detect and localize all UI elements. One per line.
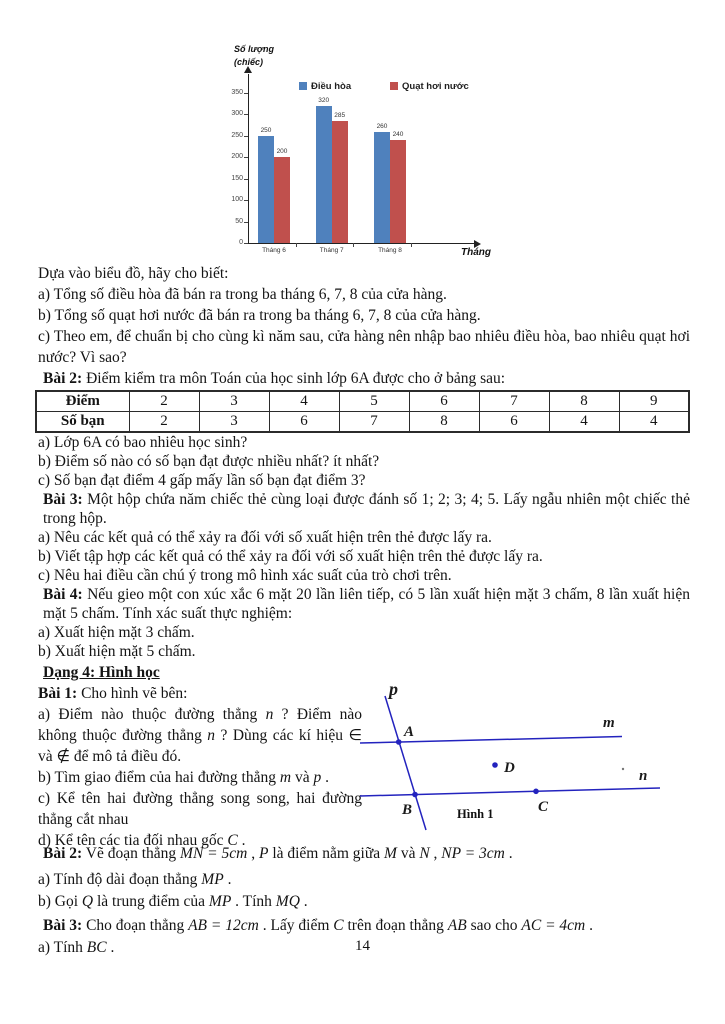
bai2-geo-question-a: a) Tính độ dài đoạn thẳng MP . [38, 871, 232, 888]
table-cell: 5 [339, 391, 409, 412]
bai3-prob-heading [38, 490, 690, 528]
x-tick-mark [296, 243, 297, 247]
bai1-question-b: b) Tìm giao điểm của hai đường thẳng m và p . [38, 769, 329, 786]
label-B: B [402, 802, 413, 818]
bai1-question-a: a) Điểm nào thuộc đường thẳng n ? Điểm nào không thuộc đường thẳng n ? Dùng các kí hiệu ∈ và ∉ để mô tả điều đó. [38, 706, 362, 765]
x-axis-line [248, 243, 475, 244]
y-axis-title-line1: Số lượng [234, 44, 274, 54]
legend-swatch-blue-icon [299, 82, 307, 90]
body-text-geometry [38, 662, 690, 959]
bai1-question-d: d) Kể tên các tia đối nhau gốc C . [38, 832, 246, 849]
bai4-prob-label: Bài 4: [43, 586, 83, 603]
bai3-question-b: b) Viết tập hợp các kết quả có thể xảy ra đối với số xuất hiện trên thẻ được lấy ra. [38, 548, 543, 565]
bai1-geo-label: Bài 1: [38, 685, 78, 702]
y-tick-label: 150 [231, 174, 243, 182]
bar-value-label: 200 [276, 148, 288, 156]
table-cell: 2 [129, 412, 199, 433]
bai4-question-a: a) Xuất hiện mặt 3 chấm. [38, 624, 195, 641]
bar-chart [227, 42, 502, 264]
geometry-figure [360, 680, 695, 832]
y-tick-mark [244, 200, 248, 201]
y-tick-label: 50 [235, 217, 243, 225]
label-p: p [389, 680, 398, 699]
y-tick-mark [244, 157, 248, 158]
legend-label-quat-hoi-nuoc: Quạt hơi nước [402, 80, 469, 92]
table-cell: 6 [269, 412, 339, 433]
table-cell: 8 [409, 412, 479, 433]
body-text-top [38, 263, 690, 661]
y-tick-mark [244, 114, 248, 115]
bai4-question-b: b) Xuất hiện mặt 5 chấm. [38, 643, 196, 660]
figure-caption: Hình 1 [457, 807, 494, 821]
row-header-diem: Điểm [36, 391, 129, 412]
bai3-geo-question-a: a) Tính BC . [38, 939, 115, 956]
y-tick-mark [244, 222, 248, 223]
label-m: m [603, 715, 615, 731]
x-category-label: Tháng 8 [378, 247, 402, 254]
dang4-heading-text: Dạng 4: Hình học [43, 664, 160, 681]
label-C: C [538, 799, 549, 815]
table-cell: 7 [339, 412, 409, 433]
bar-value-label: 285 [334, 111, 346, 119]
bar-value-label: 320 [318, 96, 330, 104]
page-number: 14 [355, 938, 370, 954]
legend-item-quat-hoi-nuoc [390, 81, 469, 91]
label-A: A [404, 724, 415, 740]
bai4-prob-intro: Nếu gieo một con xúc xắc 6 mặt 20 lần liên tiếp, có 5 lần xuất hiện mặt 3 chấm, 8 lần xuất hiện mặt 5 chấm. Tính xác suất thực nghiệm: [43, 586, 690, 622]
chart-question-a: a) Tổng số điều hòa đã bán ra trong ba tháng 6, 7, 8 của cửa hàng. [38, 286, 447, 303]
table-cell: 8 [549, 391, 619, 412]
bai3-prob-label: Bài 3: [43, 491, 83, 508]
y-tick-mark [244, 243, 248, 244]
y-tick-label: 200 [231, 153, 243, 161]
table-cell: 7 [479, 391, 549, 412]
table-cell: 9 [619, 391, 689, 412]
table-cell: 3 [199, 391, 269, 412]
line-n [360, 788, 660, 796]
table-cell: 3 [199, 412, 269, 433]
chart-questions-lead: Dựa vào biểu đồ, hãy cho biết: [38, 265, 229, 282]
x-axis-title: Tháng [461, 247, 491, 258]
x-tick-mark [353, 243, 354, 247]
bai1-geo-questions [38, 704, 362, 851]
bar-value-label: 260 [376, 122, 388, 130]
y-axis-line [248, 74, 249, 244]
bai2-question-a: a) Lớp 6A có bao nhiêu học sinh? [38, 434, 248, 451]
bar-blue-2 [374, 132, 390, 243]
bai2-stats-intro: Điểm kiểm tra môn Toán của học sinh lớp 6A được cho ở bảng sau: [82, 370, 506, 387]
point-C [533, 789, 539, 795]
score-frequency-table [35, 390, 690, 433]
bar-red-1 [332, 121, 348, 243]
legend-item-dieu-hoa [299, 81, 351, 91]
bar-blue-1 [316, 106, 332, 243]
table-cell: 6 [409, 391, 479, 412]
bar-red-0 [274, 157, 290, 243]
table-row-so-ban [36, 412, 689, 433]
bai1-geo-intro: Cho hình vẽ bên: [77, 685, 188, 702]
table-cell: 4 [619, 412, 689, 433]
bai3-geo-heading: Bài 3: Cho đoạn thẳng AB = 12cm . Lấy điểm C trên đoạn thẳng AB sao cho AC = 4cm . [43, 917, 593, 934]
x-category-label: Tháng 7 [319, 247, 344, 254]
legend-swatch-red-icon [390, 82, 398, 90]
y-tick-label: 350 [231, 89, 243, 96]
bai3-question-c: c) Nêu hai điều cần chú ý trong mô hình xác suất của trò chơi trên. [38, 567, 452, 584]
stray-dot [622, 768, 624, 770]
bai2-stats-heading [38, 368, 690, 389]
bai2-question-c: c) Số bạn đạt điểm 4 gấp mấy lần số bạn đạt điểm 3? [38, 472, 366, 489]
bai3-question-a: a) Nêu các kết quả có thể xảy ra đối với số xuất hiện trên thẻ được lấy ra. [38, 529, 492, 546]
label-D: D [504, 760, 515, 776]
point-A [396, 739, 402, 745]
chart-question-c: c) Theo em, để chuẩn bị cho cùng kì năm sau, cửa hàng nên nhập bao nhiêu điều hòa, bao nhiêu quạt hơi nước? Vì sao? [38, 328, 690, 366]
row-header-so-ban: Số bạn [36, 412, 129, 433]
legend-label-dieu-hoa: Điều hòa [311, 80, 352, 92]
y-axis-arrow-icon [244, 66, 252, 73]
chart-question-b: b) Tổng số quạt hơi nước đã bán ra trong ba tháng 6, 7, 8 của cửa hàng. [38, 307, 481, 324]
x-category-label: Tháng 6 [262, 247, 286, 254]
bai2-geo-question-b: b) Gọi Q là trung điểm của MP . Tính MQ . [38, 893, 308, 910]
figure-container [362, 680, 690, 851]
label-n: n [639, 768, 648, 784]
bai4-prob-heading [38, 585, 690, 623]
table-cell: 4 [549, 412, 619, 433]
y-tick-label: 0 [239, 239, 243, 246]
y-tick-label: 250 [231, 131, 243, 139]
x-tick-mark [411, 243, 412, 247]
y-tick-mark [244, 136, 248, 137]
bai3-prob-intro: Một hộp chứa năm chiếc thẻ cùng loại được đánh số 1; 2; 3; 4; 5. Lấy ngẫu nhiên một chiếc thẻ trong hộp. [43, 491, 690, 527]
point-B [412, 792, 418, 798]
bai2-geo-heading: Bài 2: Vẽ đoạn thẳng MN = 5cm , P là điểm nằm giữa M và N , NP = 3cm . [43, 845, 513, 862]
y-axis-title-line2: (chiếc) [234, 57, 264, 67]
table-row-diem [36, 391, 689, 412]
y-tick-label: 100 [231, 196, 243, 204]
bai2-question-b: b) Điểm số nào có số bạn đạt được nhiều nhất? ít nhất? [38, 453, 380, 470]
bai2-stats-label: Bài 2: [43, 370, 83, 387]
bar-red-2 [390, 140, 406, 243]
bar-value-label: 240 [392, 131, 404, 139]
table-cell: 4 [269, 391, 339, 412]
bar-value-label: 250 [260, 126, 272, 134]
y-tick-mark [244, 93, 248, 94]
point-D [492, 762, 498, 768]
y-tick-mark [244, 179, 248, 180]
y-tick-label: 300 [231, 110, 243, 118]
table-cell: 6 [479, 412, 549, 433]
bai1-question-c: c) Kể tên hai đường thẳng song song, hai đường thẳng cắt nhau [38, 790, 362, 828]
table-cell: 2 [129, 391, 199, 412]
